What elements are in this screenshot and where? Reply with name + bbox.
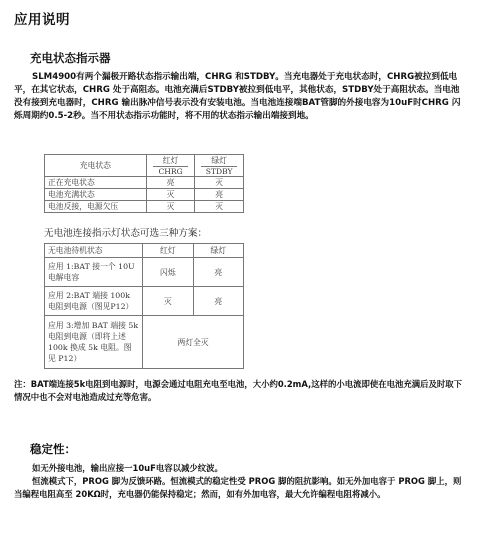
cell-green: 灭	[195, 201, 244, 213]
header-green-light: 绿灯	[193, 244, 243, 258]
header-green-label: 绿灯	[211, 156, 227, 165]
table-row	[45, 189, 244, 201]
note-paragraph: 注：BAT端连接5k电阻到电源时，电源会通过电阻充电至电池，大小约0.2mA,这样的小电流即使在电池充满后及时取下情况中也不会对电池造成过充等危害。	[14, 379, 462, 402]
cell-state: 电池充满状态	[45, 189, 147, 201]
cell-merged: 两灯全灭	[143, 316, 244, 369]
cell-state: 电池反接，电源欠压	[45, 201, 147, 213]
cell-green: 亮	[195, 189, 244, 201]
header-green-light	[195, 155, 244, 177]
cell-red: 闪烁	[143, 258, 193, 287]
header-red-light: 红灯	[143, 244, 193, 258]
stability-line-1: 如无外接电池，输出应接一10uF电容以减少纹波。	[32, 463, 223, 473]
cell-red: 灭	[143, 287, 193, 316]
cell-state: 应用 3:增加 BAT 端接 5k 电阻到电源（即将上述 100k 换成 5k 电阻。图见 P12）	[45, 316, 143, 369]
section-heading-stability: 稳定性：	[30, 442, 76, 456]
table-row	[45, 316, 244, 369]
table-row	[45, 201, 244, 213]
cell-state: 应用 2:BAT 端接 100k 电阻到电源（图见P12）	[45, 287, 143, 316]
cell-state: 应用 1:BAT 接一个 10U 电解电容	[45, 258, 143, 287]
page-title: 应用说明	[14, 12, 70, 28]
table-header-row	[45, 244, 244, 258]
no-battery-table	[44, 243, 244, 369]
cell-red: 灭	[146, 201, 195, 213]
section-heading-charge-indicator: 充电状态指示器	[30, 51, 111, 65]
cell-state: 正在充电状态	[45, 177, 147, 189]
cell-red: 灭	[146, 189, 195, 201]
table-row	[45, 177, 244, 189]
charge-state-table	[44, 154, 244, 213]
header-red-light	[146, 155, 195, 177]
table-row	[45, 258, 244, 287]
header-standby-state: 无电池待机状态	[45, 244, 143, 258]
charge-indicator-paragraph: SLM4900有两个漏极开路状态指示输出端，CHRG 和STDBY。当充电器处于充电状态时，CHRG被拉到低电平，在其它状态，CHRG 处于高阻态。电池充满后STDBY被拉到低电平，其他状态，STDBY处于高阻状态。当电池没有接到充电器时，CHRG 输出脉冲信号表示没有安装电池。当电池连接端BAT管脚的外接电容为10uF时CHRG 闪烁周期约0.5-2秒。当不用状态指示功能时，将不用的状态指示输出端接到地。	[14, 72, 461, 121]
stability-line-2: 恒流模式下，PROG 脚为反馈环路。恒流模式的稳定性受 PROG 脚的阻抗影响。如无外加电容于 PROG 脚上，则当编程电阻高至 20KΩ时，充电器仍能保持稳定；然而，如有外加电容，最大允许编程电阻将减小。	[14, 476, 462, 499]
cell-green: 亮	[193, 287, 243, 316]
cell-red: 亮	[146, 177, 195, 189]
no-battery-caption: 无电池连接指示灯状态可选三种方案：	[44, 228, 208, 239]
header-red-sub: CHRG	[153, 166, 189, 176]
stability-paragraph	[14, 462, 469, 501]
header-charge-state: 充电状态	[45, 155, 147, 177]
header-green-sub: STDBY	[201, 166, 237, 176]
cell-green: 灭	[195, 177, 244, 189]
cell-green: 亮	[193, 258, 243, 287]
header-red-label: 红灯	[162, 156, 179, 165]
table-row	[45, 287, 244, 316]
table-header-row	[45, 155, 244, 177]
